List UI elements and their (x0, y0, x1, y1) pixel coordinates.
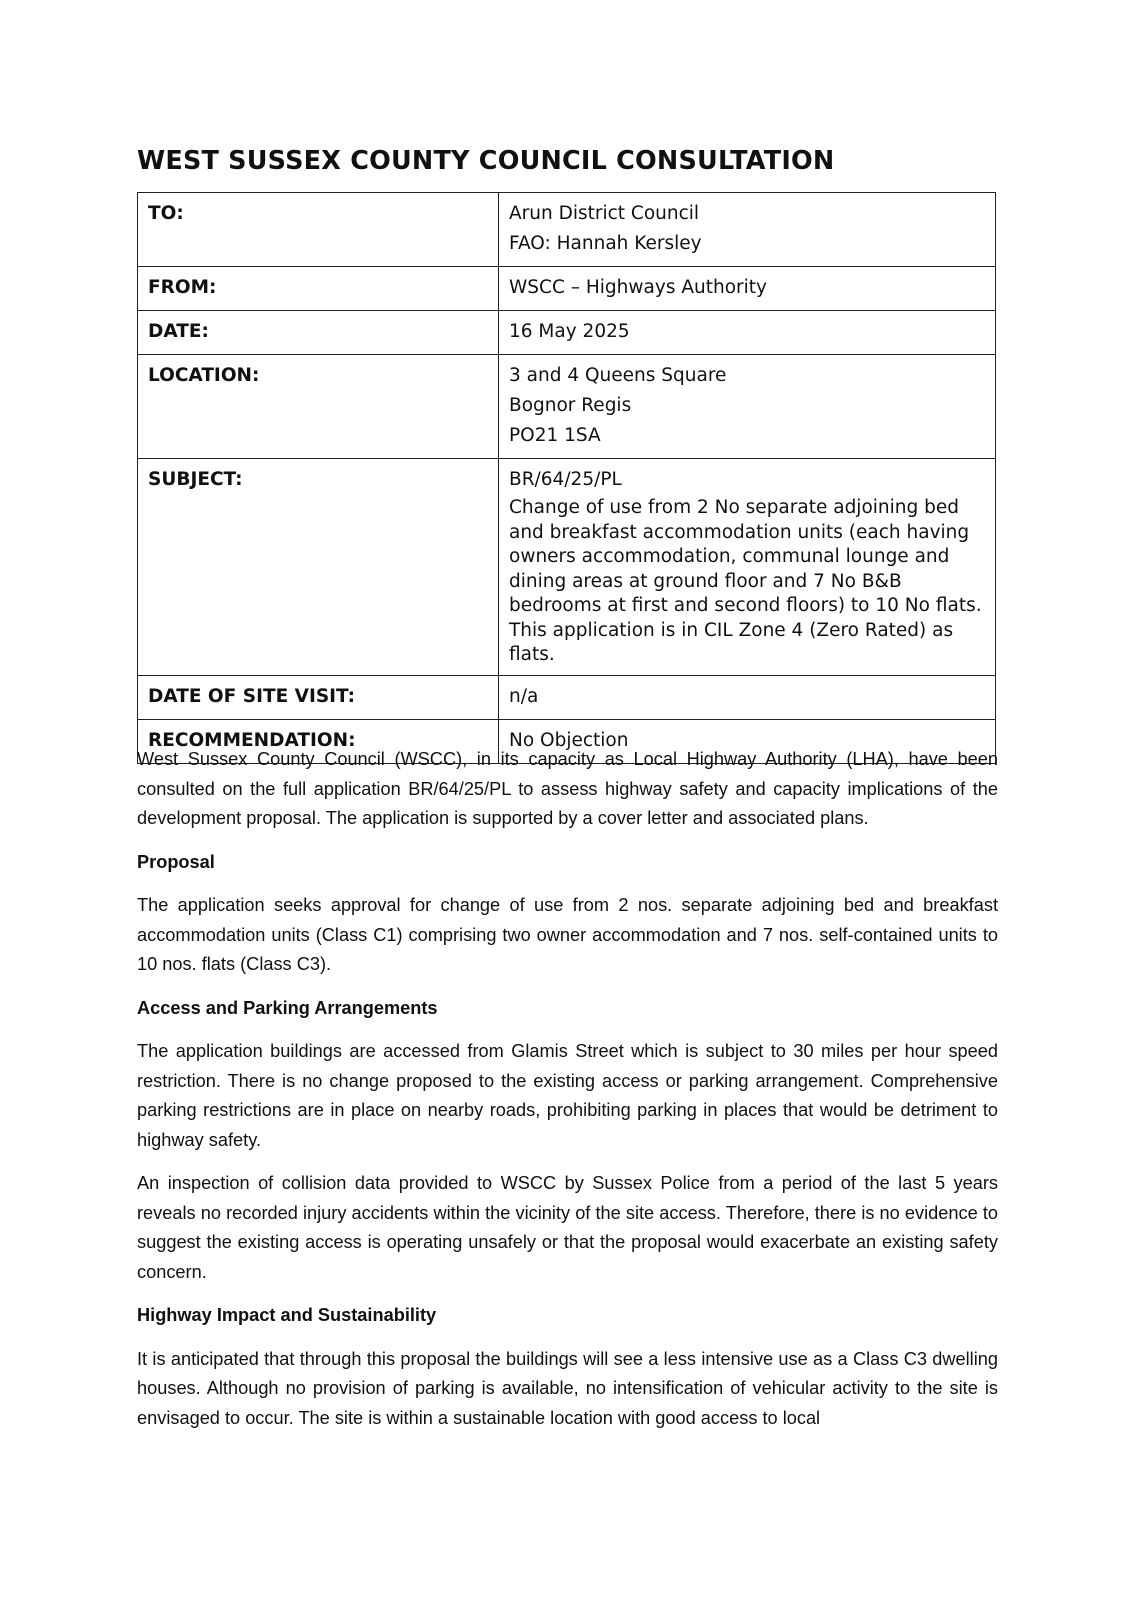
table-row-site-visit (138, 675, 996, 719)
site-visit-value (499, 675, 996, 719)
access-paragraph-2: An inspection of collision data provided to WSCC by Sussex Police from a period of the last 5 years reveals no recorded injury accidents within the vicinity of the site access. Therefore, there is no evidence to suggest the existing access is operating unsafely or that the proposal would exacerbate an existing safety concern. (137, 1173, 998, 1282)
to-value (499, 193, 996, 267)
date-value (499, 311, 996, 355)
subject-description: Change of use from 2 No separate adjoining bed and breakfast accommodation units (each having owners accommodation, communal lounge and dining areas at ground floor and 7 No B&B bedrooms at first and second floors) to 10 No flats. This application is in CIL Zone 4 (Zero Rated) as flats. (509, 497, 982, 665)
site-visit-value-text: n/a (509, 685, 539, 707)
from-label: FROM: (138, 267, 499, 311)
to-line-1: Arun District Council (509, 203, 700, 224)
location-line-3: PO21 1SA (509, 425, 601, 446)
intro-paragraph: West Sussex County Council (WSCC), in its capacity as Local Highway Authority (LHA), have been consulted on the full application BR/64/25/PL to assess highway safety and capacity implications of the development proposal. The application is supported by a cover letter and associated plans. (137, 749, 998, 828)
location-label: LOCATION: (138, 355, 499, 459)
site-visit-label: DATE OF SITE VISIT: (138, 675, 499, 719)
to-label: TO: (138, 193, 499, 267)
location-line-2: Bognor Regis (509, 395, 632, 416)
from-value-text: WSCC – Highways Authority (509, 277, 767, 298)
to-line-2: FAO: Hannah Kersley (509, 233, 702, 254)
access-parking-heading: Access and Parking Arrangements (137, 997, 438, 1018)
proposal-paragraph: The application seeks approval for change of use from 2 nos. separate adjoining bed and breakfast accommodation units (Class C1) comprising two owner accommodation and 7 nos. self-contained units to 10 nos. flats (Class C3). (137, 895, 998, 974)
table-row-date (138, 311, 996, 355)
recommendation-label: RECOMMENDATION: (138, 719, 499, 763)
location-line-1: 3 and 4 Queens Square (509, 365, 727, 386)
recommendation-value-text: No Objection (509, 729, 629, 751)
subject-label: SUBJECT: (138, 459, 499, 676)
subject-value (499, 459, 996, 676)
proposal-heading: Proposal (137, 851, 215, 872)
date-value-text: 16 May 2025 (509, 321, 630, 342)
table-row-location (138, 355, 996, 459)
location-value (499, 355, 996, 459)
document-body (137, 745, 998, 1447)
access-paragraph-1: The application buildings are accessed from Glamis Street which is subject to 30 miles per hour speed restriction. There is no change proposed to the existing access or parking arrangement. Comprehensive parking restrictions are in place on nearby roads, prohibiting parking in places that would be detriment to highway safety. (137, 1041, 998, 1150)
document-title: WEST SUSSEX COUNTY COUNCIL CONSULTATION (137, 146, 835, 176)
table-row-subject (138, 459, 996, 676)
consultation-details-table (137, 192, 996, 764)
highway-impact-paragraph: It is anticipated that through this proposal the buildings will see a less intensive use as a Class C3 dwelling houses. Although no provision of parking is available, no intensification of vehicular activity to the site is envisaged to occur. The site is within a sustainable location with good access to local (137, 1348, 998, 1428)
from-value (499, 267, 996, 311)
highway-impact-heading: Highway Impact and Sustainability (137, 1305, 437, 1325)
date-label: DATE: (138, 311, 499, 355)
table-row-to (138, 193, 996, 267)
table-row-from (138, 267, 996, 311)
subject-reference: BR/64/25/PL (509, 469, 622, 490)
